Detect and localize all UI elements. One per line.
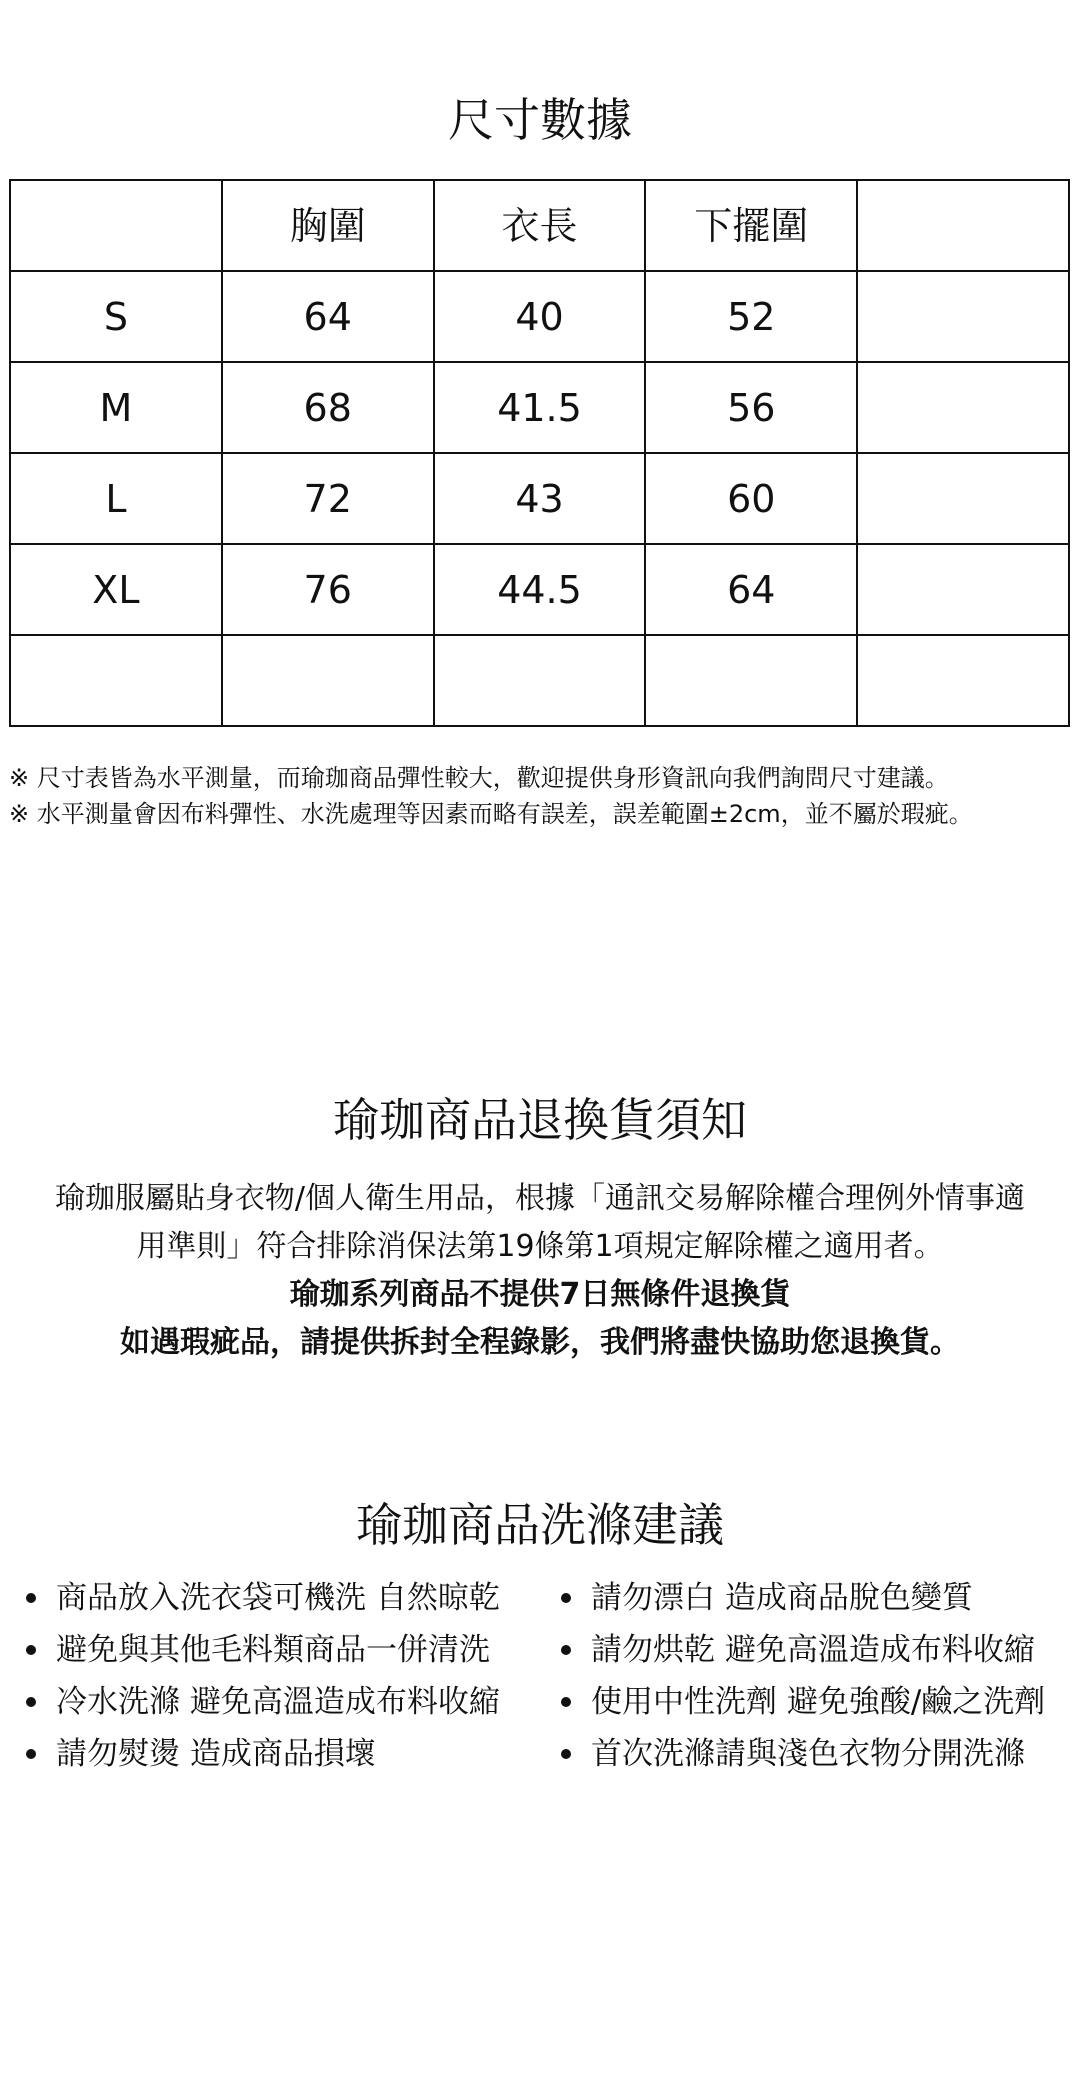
size-note: ※ 尺寸表皆為水平測量，而瑜珈商品彈性較大，歡迎提供身形資訊向我們詢問尺寸建議。 <box>9 764 949 792</box>
wash-advice-title: 瑜珈商品洗滌建議 <box>356 1498 724 1552</box>
list-item-text: 使用中性洗劑 避免強酸/鹼之洗劑 <box>591 1684 1046 1720</box>
table-cell <box>857 544 1069 635</box>
list-item-text: 商品放入洗衣袋可機洗 自然晾乾 <box>56 1580 500 1616</box>
return-policy-title: 瑜珈商品退換貨須知 <box>333 1093 747 1147</box>
table-cell: 64 <box>645 544 857 635</box>
list-item <box>557 1624 1072 1676</box>
table-cell: 64 <box>222 271 434 362</box>
table-cell: 43 <box>434 453 646 544</box>
table-row <box>10 362 1069 453</box>
table-cell: 52 <box>645 271 857 362</box>
size-table <box>9 179 1070 727</box>
table-header-cell: 胸圍 <box>222 180 434 271</box>
table-cell: 56 <box>645 362 857 453</box>
table-cell: L <box>10 453 222 544</box>
wash-advice-list-right <box>557 1572 1072 1780</box>
table-cell <box>10 635 222 726</box>
bullet-icon <box>26 1749 36 1759</box>
list-item <box>22 1572 542 1624</box>
list-item <box>557 1728 1072 1780</box>
table-cell: 60 <box>645 453 857 544</box>
table-row <box>10 271 1069 362</box>
bullet-icon <box>561 1749 571 1759</box>
table-header-row <box>10 180 1069 271</box>
list-item-text: 請勿漂白 造成商品脫色變質 <box>591 1580 973 1616</box>
wash-advice-list-left <box>22 1572 542 1780</box>
table-row <box>10 453 1069 544</box>
list-item <box>22 1624 542 1676</box>
return-policy-text: 用準則」符合排除消保法第19條第1項規定解除權之適用者。 <box>136 1229 944 1264</box>
bullet-icon <box>561 1593 571 1603</box>
table-header-cell: 衣長 <box>434 180 646 271</box>
table-row <box>10 544 1069 635</box>
table-cell <box>222 635 434 726</box>
size-chart-title: 尺寸數據 <box>448 93 632 147</box>
list-item-text: 避免與其他毛料類商品一併清洗 <box>56 1632 490 1668</box>
list-item <box>22 1728 542 1780</box>
return-policy-text: 瑜珈服屬貼身衣物/個人衛生用品，根據「通訊交易解除權合理例外情事適 <box>54 1181 1026 1216</box>
list-item-text: 冷水洗滌 避免高溫造成布料收縮 <box>56 1684 500 1720</box>
return-policy-body <box>0 1175 1080 1367</box>
table-cell: 44.5 <box>434 544 646 635</box>
table-cell <box>434 635 646 726</box>
list-item <box>22 1676 542 1728</box>
table-cell: S <box>10 271 222 362</box>
table-cell <box>645 635 857 726</box>
table-cell: 41.5 <box>434 362 646 453</box>
table-cell: 68 <box>222 362 434 453</box>
list-item <box>557 1572 1072 1624</box>
size-notes <box>9 760 1074 832</box>
bullet-icon <box>26 1645 36 1655</box>
table-header-cell <box>10 180 222 271</box>
list-item <box>557 1676 1072 1728</box>
table-cell <box>857 635 1069 726</box>
table-cell: 72 <box>222 453 434 544</box>
table-cell: M <box>10 362 222 453</box>
bullet-icon <box>26 1697 36 1707</box>
table-header-cell <box>857 180 1069 271</box>
size-note: ※ 水平測量會因布料彈性、水洗處理等因素而略有誤差，誤差範圍±2cm，並不屬於瑕疵。 <box>9 800 973 828</box>
bullet-icon <box>561 1645 571 1655</box>
return-policy-highlight: 如遇瑕疵品，請提供拆封全程錄影，我們將盡快協助您退換貨。 <box>120 1325 960 1360</box>
table-cell: 76 <box>222 544 434 635</box>
table-cell <box>857 453 1069 544</box>
table-row <box>10 635 1069 726</box>
list-item-text: 請勿烘乾 避免高溫造成布料收縮 <box>591 1632 1035 1668</box>
list-item-text: 首次洗滌請與淺色衣物分開洗滌 <box>591 1736 1025 1772</box>
list-item-text: 請勿熨燙 造成商品損壞 <box>56 1736 376 1772</box>
return-policy-highlight: 瑜珈系列商品不提供7日無條件退換貨 <box>289 1277 791 1312</box>
bullet-icon <box>561 1697 571 1707</box>
table-header-cell: 下擺圍 <box>645 180 857 271</box>
table-cell <box>857 362 1069 453</box>
bullet-icon <box>26 1593 36 1603</box>
table-cell: 40 <box>434 271 646 362</box>
table-cell <box>857 271 1069 362</box>
table-cell: XL <box>10 544 222 635</box>
